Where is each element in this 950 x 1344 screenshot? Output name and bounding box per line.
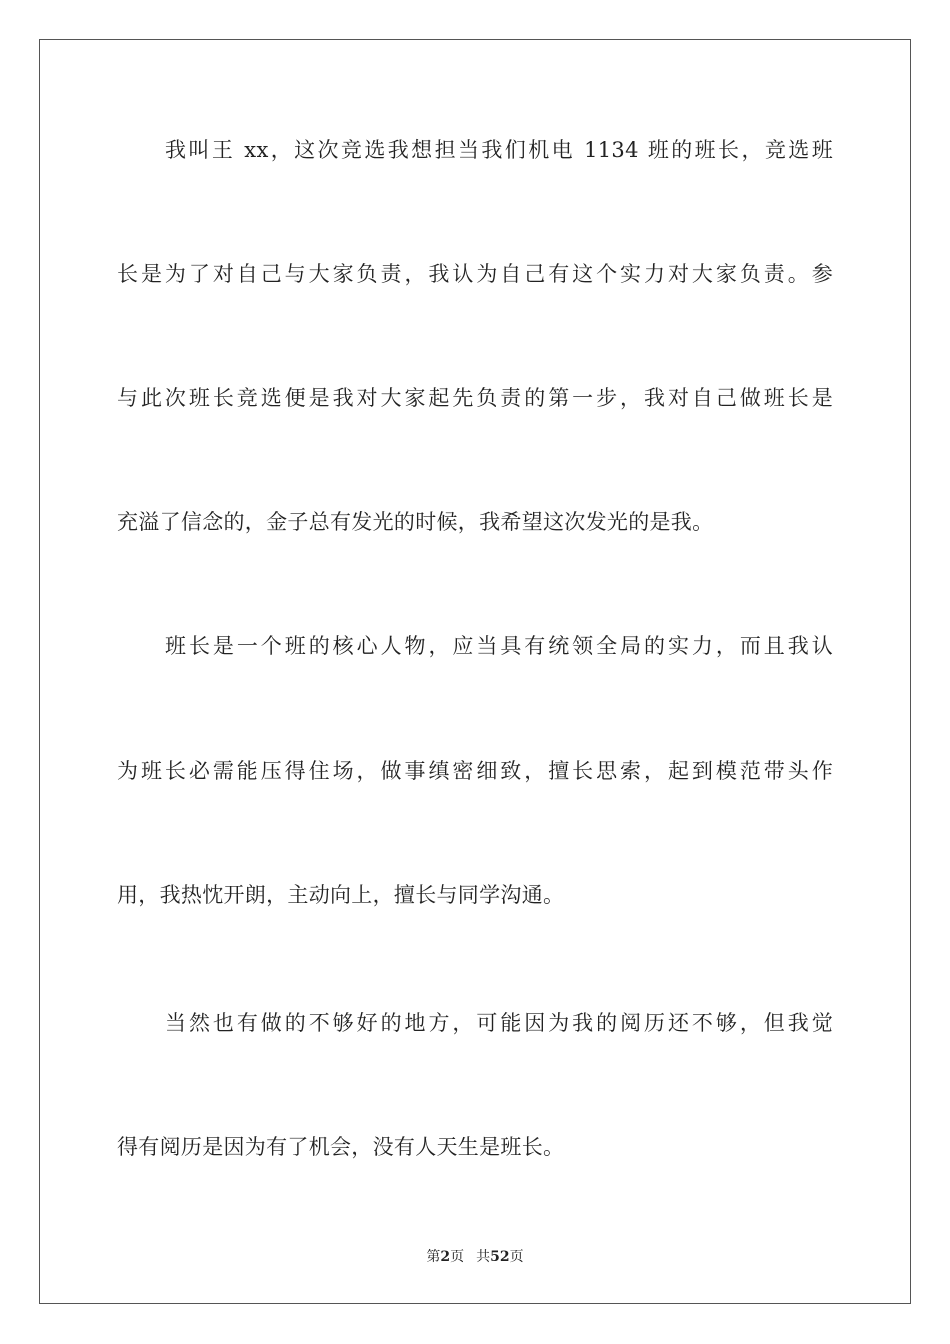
paragraph-2-line-3: 用，我热忱开朗，主动向上，擅长与同学沟通。 (117, 883, 565, 907)
page-frame (39, 39, 911, 1304)
paragraph-1-line-3: 与此次班长竞选便是我对大家起先负责的第一步，我对自己做班长是 (117, 386, 833, 410)
paragraph-2-line-1: 班长是一个班的核心人物，应当具有统领全局的实力，而且我认 (165, 634, 833, 658)
paragraph-1-line-2: 长是为了对自己与大家负责，我认为自己有这个实力对大家负责。参 (117, 262, 833, 286)
paragraph-3-line-1: 当然也有做的不够好的地方，可能因为我的阅历还不够，但我觉 (165, 1011, 833, 1035)
total-pages: 52 (490, 1249, 510, 1265)
paragraph-2-line-2: 为班长必需能压得住场，做事缜密细致，擅长思索，起到模范带头作 (117, 759, 833, 783)
page-footer (0, 1247, 950, 1267)
total-suffix: 页 (509, 1249, 524, 1265)
paragraph-3-line-2: 得有阅历是因为有了机会，没有人天生是班长。 (117, 1135, 565, 1159)
page-number: 2 (440, 1249, 451, 1265)
page-suffix: 页 (450, 1249, 465, 1265)
paragraph-1-line-1: 我叫王 xx，这次竞选我想担当我们机电 1134 班的班长，竞选班 (165, 138, 833, 162)
page-prefix: 第 (426, 1249, 441, 1265)
paragraph-1-line-4: 充溢了信念的，金子总有发光的时候，我希望这次发光的是我。 (117, 510, 714, 534)
total-prefix: 共 (476, 1249, 491, 1265)
